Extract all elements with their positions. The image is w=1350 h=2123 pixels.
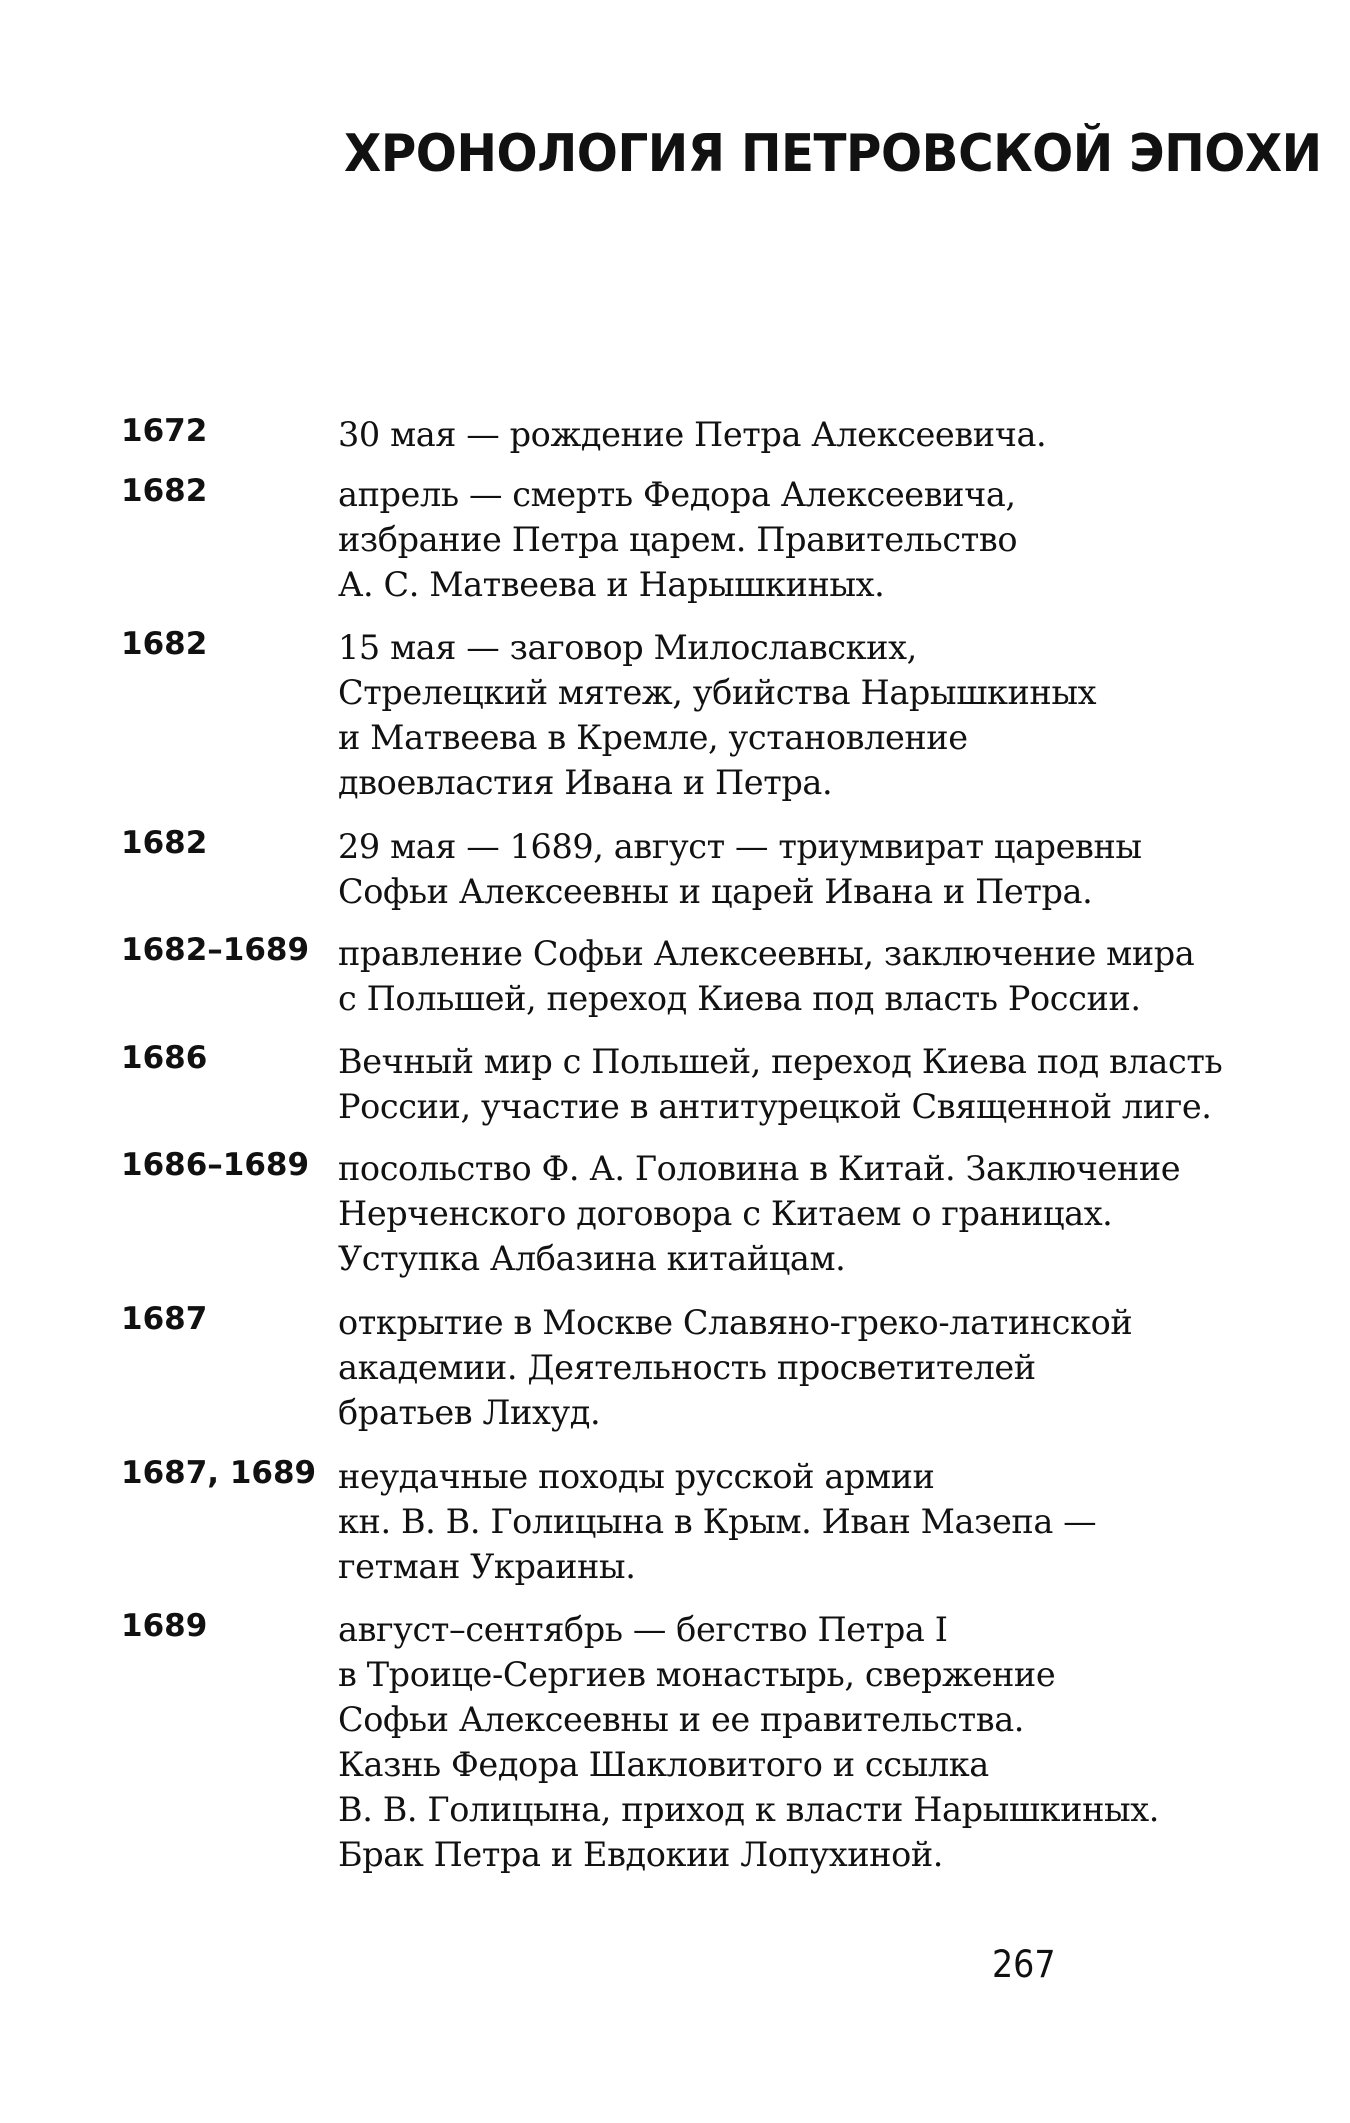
entry-year: 1672 (121, 413, 208, 449)
page-title: ХРОНОЛОГИЯ ПЕТРОВСКОЙ ЭПОХИ (344, 124, 1322, 184)
entry-year: 1687 (121, 1301, 208, 1337)
entry-description: август–сентябрь — бегство Петра I в Троице-Сергиев монастырь, свержение Софьи Алексеевны и ее правительства. Казнь Федора Шакловитого и ссылка В. В. Голицына, приход к власти Нарышкиных. Брак Петра и Евдокии Лопухиной. (338, 1610, 1160, 1874)
entry-year: 1689 (121, 1608, 208, 1644)
entry-description: правление Софьи Алексеевны, заключение мира с Польшей, переход Киева под власть России. (338, 934, 1195, 1018)
entry-description: 29 мая — 1689, август — триумвират царевны Софьи Алексеевны и царей Ивана и Петра. (338, 827, 1142, 911)
entry-description: Вечный мир с Польшей, переход Киева под власть России, участие в антитурецкой Священной лиге. (338, 1042, 1223, 1126)
entry-description: апрель — смерть Федора Алексеевича, избрание Петра царем. Правительство А. С. Матвеева и Нарышкиных. (338, 475, 1018, 604)
entry-year: 1687, 1689 (121, 1455, 317, 1491)
page-number: 267 (992, 1943, 1056, 1986)
entry-description: посольство Ф. А. Головина в Китай. Заключение Нерченского договора с Китаем о границах. Уступка Албазина китайцам. (338, 1149, 1181, 1278)
entry-description: 30 мая — рождение Петра Алексеевича. (338, 415, 1047, 454)
entry-year: 1686 (121, 1040, 208, 1076)
entry-description: неудачные походы русской армии кн. В. В. Голицына в Крым. Иван Мазепа — гетман Украины. (338, 1457, 1097, 1586)
entry-year: 1686–1689 (121, 1147, 310, 1183)
entry-year: 1682 (121, 473, 208, 509)
entry-description: 15 мая — заговор Милославских, Стрелецкий мятеж, убийства Нарышкиных и Матвеева в Кремле, установление двоевластия Ивана и Петра. (338, 628, 1097, 802)
entry-year: 1682–1689 (121, 932, 310, 968)
entry-year: 1682 (121, 825, 208, 861)
entry-description: открытие в Москве Славяно-греко-латинской академии. Деятельность просветителей братьев Лихуд. (338, 1303, 1133, 1432)
entry-year: 1682 (121, 626, 208, 662)
